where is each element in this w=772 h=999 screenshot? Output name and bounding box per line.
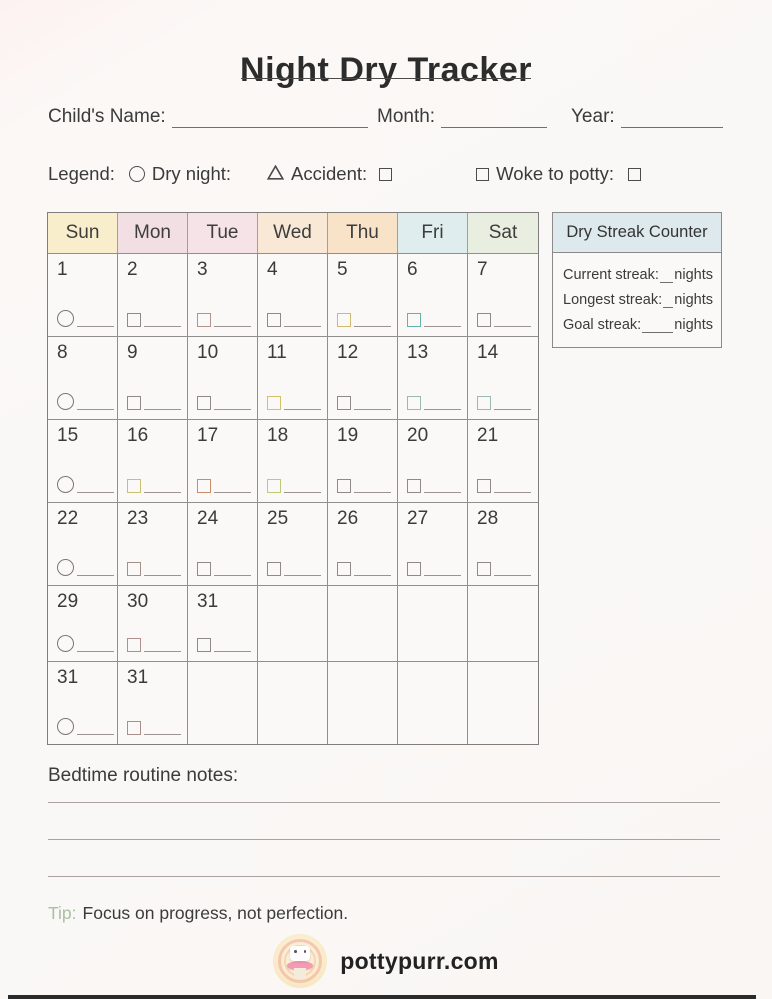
streak-suffix: nights [674,267,713,283]
marker-row [267,313,321,327]
calendar-day-header: Wed [258,213,328,253]
fill-in-blank[interactable] [77,562,114,576]
marker-row [57,310,114,327]
day-number: 11 [267,342,287,363]
status-checkbox-marker[interactable] [477,562,491,576]
calendar-day-cell [118,254,188,336]
marker-row [477,396,531,410]
accident-triangle-icon [267,163,284,185]
day-number: 8 [57,342,68,363]
marker-row [57,718,114,735]
calendar-table [47,212,539,745]
day-number: 19 [337,425,359,446]
day-number: 28 [477,508,499,529]
calendar-day-header: Sun [48,213,118,253]
streak-row [563,292,713,308]
tip-row [48,903,348,924]
status-checkbox-marker[interactable] [407,396,421,410]
page-title: Night Dry Tracker [240,50,532,89]
marker-row [407,313,461,327]
dry-night-circle-marker[interactable] [57,635,74,652]
calendar-week-row [48,336,538,419]
month-label: Month: [377,106,436,127]
fill-in-blank[interactable] [144,479,181,493]
logo-eye [304,950,307,953]
month-field-group [377,106,547,128]
accident-label: Accident: [291,163,368,184]
calendar-day-cell [468,337,538,419]
marker-row [197,562,251,576]
calendar-day-cell [188,254,258,336]
marker-row [337,396,391,410]
bottom-bar [8,995,756,999]
calendar-day-cell [258,420,328,502]
calendar-day-cell [48,586,118,661]
calendar-day-cell [118,503,188,585]
marker-row [197,396,251,410]
day-number: 31 [57,667,79,688]
calendar-day-cell [468,586,538,661]
calendar-day-cell [118,662,188,744]
status-checkbox-marker[interactable] [337,313,351,327]
status-checkbox-marker[interactable] [127,721,141,735]
streak-suffix: nights [674,317,713,333]
fill-in-blank[interactable] [424,479,461,493]
streak-fill-blank[interactable] [660,269,673,283]
status-checkbox-marker[interactable] [337,396,351,410]
calendar-week-row [48,661,538,744]
calendar-day-header: Tue [188,213,258,253]
status-checkbox-marker[interactable] [267,396,281,410]
calendar-day-cell [328,503,398,585]
marker-row [267,396,321,410]
marker-row [127,562,181,576]
status-checkbox-marker[interactable] [407,479,421,493]
calendar-day-cell [118,420,188,502]
calendar-day-cell [188,586,258,661]
marker-row [477,313,531,327]
day-number: 6 [407,259,418,280]
year-input-line[interactable] [621,110,723,128]
marker-row [127,396,181,410]
calendar-day-cell [398,420,468,502]
fill-in-blank[interactable] [354,562,391,576]
marker-row [407,396,461,410]
logo-eye [294,950,297,953]
calendar-day-cell [328,420,398,502]
day-number: 7 [477,259,488,280]
status-checkbox-marker[interactable] [267,562,281,576]
calendar-day-header: Sat [468,213,538,253]
marker-row [57,559,114,576]
calendar-day-header: Mon [118,213,188,253]
woke-to-potty-label: Woke to potty: [496,163,615,184]
calendar-week-row [48,502,538,585]
streak-fill-blank[interactable] [642,319,673,333]
day-number: 18 [267,425,289,446]
status-checkbox-marker[interactable] [127,479,141,493]
legend [48,163,641,185]
status-checkbox-marker[interactable] [407,313,421,327]
tip-text: Focus on progress, not perfection. [82,903,349,923]
calendar-day-cell [468,503,538,585]
calendar-day-cell [48,254,118,336]
calendar-day-cell [118,586,188,661]
calendar-day-cell [328,337,398,419]
calendar-day-cell [188,420,258,502]
child-name-input-line[interactable] [172,110,368,128]
status-checkbox-marker[interactable] [477,479,491,493]
day-number: 26 [337,508,359,529]
dry-night-circle-marker[interactable] [57,393,74,410]
status-checkbox-marker[interactable] [477,313,491,327]
day-number: 22 [57,508,79,529]
woke-to-potty-square-icon [476,168,489,181]
marker-row [197,313,251,327]
calendar-week-row [48,253,538,336]
day-number: 17 [197,425,219,446]
streak-label: Longest streak: [563,292,663,308]
day-number: 10 [197,342,219,363]
calendar-day-cell [48,662,118,744]
dry-night-label: Dry night: [151,163,232,184]
calendar-day-cell [48,337,118,419]
day-number: 5 [337,259,348,280]
calendar-day-cell [328,586,398,661]
fill-in-blank[interactable] [144,562,181,576]
fill-in-blank[interactable] [424,313,461,327]
year-label: Year: [571,106,615,127]
calendar-day-cell [258,586,328,661]
day-number: 13 [407,342,429,363]
fill-in-blank[interactable] [284,479,321,493]
streak-suffix: nights [674,292,713,308]
footer [0,934,772,988]
day-number: 1 [57,259,68,280]
calendar-day-cell [258,662,328,744]
day-number: 12 [337,342,359,363]
fill-in-blank[interactable] [144,721,181,735]
day-number: 21 [477,425,499,446]
calendar-day-cell [118,337,188,419]
notes-line[interactable] [48,839,720,840]
status-checkbox-marker[interactable] [127,396,141,410]
calendar-day-cell [398,586,468,661]
status-checkbox-marker[interactable] [197,479,211,493]
calendar-day-cell [468,662,538,744]
status-checkbox-marker[interactable] [477,396,491,410]
calendar-day-cell [328,254,398,336]
status-checkbox-marker[interactable] [127,562,141,576]
day-number: 4 [267,259,278,280]
fill-in-blank[interactable] [494,562,531,576]
dry-night-circle-marker[interactable] [57,559,74,576]
fill-in-blank[interactable] [494,396,531,410]
marker-row [57,393,114,410]
calendar-day-header: Fri [398,213,468,253]
calendar-day-cell [398,662,468,744]
status-checkbox-marker[interactable] [127,638,141,652]
fill-in-blank[interactable] [214,396,251,410]
streak-counter-title: Dry Streak Counter [553,213,721,253]
fill-in-blank[interactable] [214,313,251,327]
marker-row [127,721,181,735]
status-checkbox-marker[interactable] [197,562,211,576]
day-number: 2 [127,259,138,280]
calendar-day-cell [468,420,538,502]
dry-night-circle-marker[interactable] [57,310,74,327]
streak-label: Current streak: [563,267,659,283]
dry-streak-counter-box [552,212,722,348]
streak-fill-blank[interactable] [663,294,673,308]
fill-in-blank[interactable] [77,479,114,493]
calendar-day-cell [258,254,328,336]
status-checkbox-marker[interactable] [337,479,351,493]
day-number: 9 [127,342,138,363]
fill-in-blank[interactable] [77,721,114,735]
dry-night-circle-marker[interactable] [57,718,74,735]
toilet-face-shape [290,946,310,961]
fill-in-blank[interactable] [494,313,531,327]
child-name-label: Child's Name: [48,106,166,127]
fill-in-blank[interactable] [424,396,461,410]
fill-in-blank[interactable] [144,313,181,327]
marker-row [267,562,321,576]
calendar-day-cell [328,662,398,744]
day-number: 29 [57,591,79,612]
fill-in-blank[interactable] [354,313,391,327]
marker-row [407,562,461,576]
marker-row [337,479,391,493]
day-number: 23 [127,508,149,529]
day-number: 14 [477,342,499,363]
fill-in-blank[interactable] [284,396,321,410]
status-checkbox-marker[interactable] [197,638,211,652]
day-number: 30 [127,591,149,612]
calendar-body [48,253,538,744]
marker-row [127,638,181,652]
calendar-day-cell [468,254,538,336]
bedtime-notes-label: Bedtime routine notes: [48,765,239,786]
day-number: 16 [127,425,149,446]
status-checkbox-marker[interactable] [267,313,281,327]
marker-row [197,638,251,652]
marker-row [197,479,251,493]
calendar-week-row [48,585,538,661]
day-number: 31 [127,667,149,688]
status-checkbox-marker[interactable] [407,562,421,576]
fill-in-blank[interactable] [144,638,181,652]
fill-in-blank[interactable] [354,396,391,410]
calendar-day-cell [258,503,328,585]
streak-label: Goal streak: [563,317,642,333]
status-checkbox-marker[interactable] [337,562,351,576]
marker-row [267,479,321,493]
calendar-day-cell [188,503,258,585]
dry-night-circle-icon [129,166,145,182]
marker-row [57,635,114,652]
fill-in-blank[interactable] [77,396,114,410]
fill-in-blank[interactable] [284,562,321,576]
day-number: 20 [407,425,429,446]
fill-in-blank[interactable] [214,562,251,576]
marker-row [127,313,181,327]
day-number: 31 [197,591,219,612]
calendar-week-row [48,419,538,502]
day-number: 3 [197,259,208,280]
fill-in-blank[interactable] [284,313,321,327]
year-field-group [571,106,723,128]
fill-in-blank[interactable] [424,562,461,576]
day-number: 25 [267,508,289,529]
accident-checkbox[interactable] [379,168,392,181]
marker-row [337,313,391,327]
calendar-day-cell [398,254,468,336]
toilet-base-shape [294,968,306,979]
title-underline [241,78,531,79]
streak-row [563,317,713,333]
marker-row [337,562,391,576]
dry-night-circle-marker[interactable] [57,476,74,493]
calendar-day-cell [188,662,258,744]
calendar-day-cell [258,337,328,419]
calendar-day-cell [188,337,258,419]
month-input-line[interactable] [441,110,547,128]
notes-line[interactable] [48,802,720,803]
streak-row [563,267,713,283]
marker-row [127,479,181,493]
fill-in-blank[interactable] [77,313,114,327]
pottypurr-logo-icon [273,934,327,988]
fill-in-blank[interactable] [494,479,531,493]
calendar-day-cell [48,420,118,502]
child-name-field-group [48,106,368,128]
marker-row [477,562,531,576]
fill-in-blank[interactable] [214,479,251,493]
calendar-day-cell [48,503,118,585]
site-name: pottypurr.com [340,947,499,974]
day-number: 27 [407,508,429,529]
marker-row [477,479,531,493]
tip-label: Tip: [48,903,77,923]
notes-line[interactable] [48,876,720,877]
status-checkbox-marker[interactable] [127,313,141,327]
streak-rows [553,253,721,347]
calendar-header-row [48,213,538,253]
woke-to-potty-checkbox[interactable] [628,168,641,181]
calendar-day-cell [398,503,468,585]
legend-label: Legend: [48,163,115,184]
fill-in-blank[interactable] [144,396,181,410]
status-checkbox-marker[interactable] [267,479,281,493]
day-number: 24 [197,508,219,529]
status-checkbox-marker[interactable] [197,396,211,410]
status-checkbox-marker[interactable] [197,313,211,327]
calendar-day-header: Thu [328,213,398,253]
marker-row [407,479,461,493]
fill-in-blank[interactable] [214,638,251,652]
day-number: 15 [57,425,79,446]
marker-row [57,476,114,493]
calendar-day-cell [398,337,468,419]
fill-in-blank[interactable] [354,479,391,493]
fields-row [48,106,724,132]
fill-in-blank[interactable] [77,638,114,652]
